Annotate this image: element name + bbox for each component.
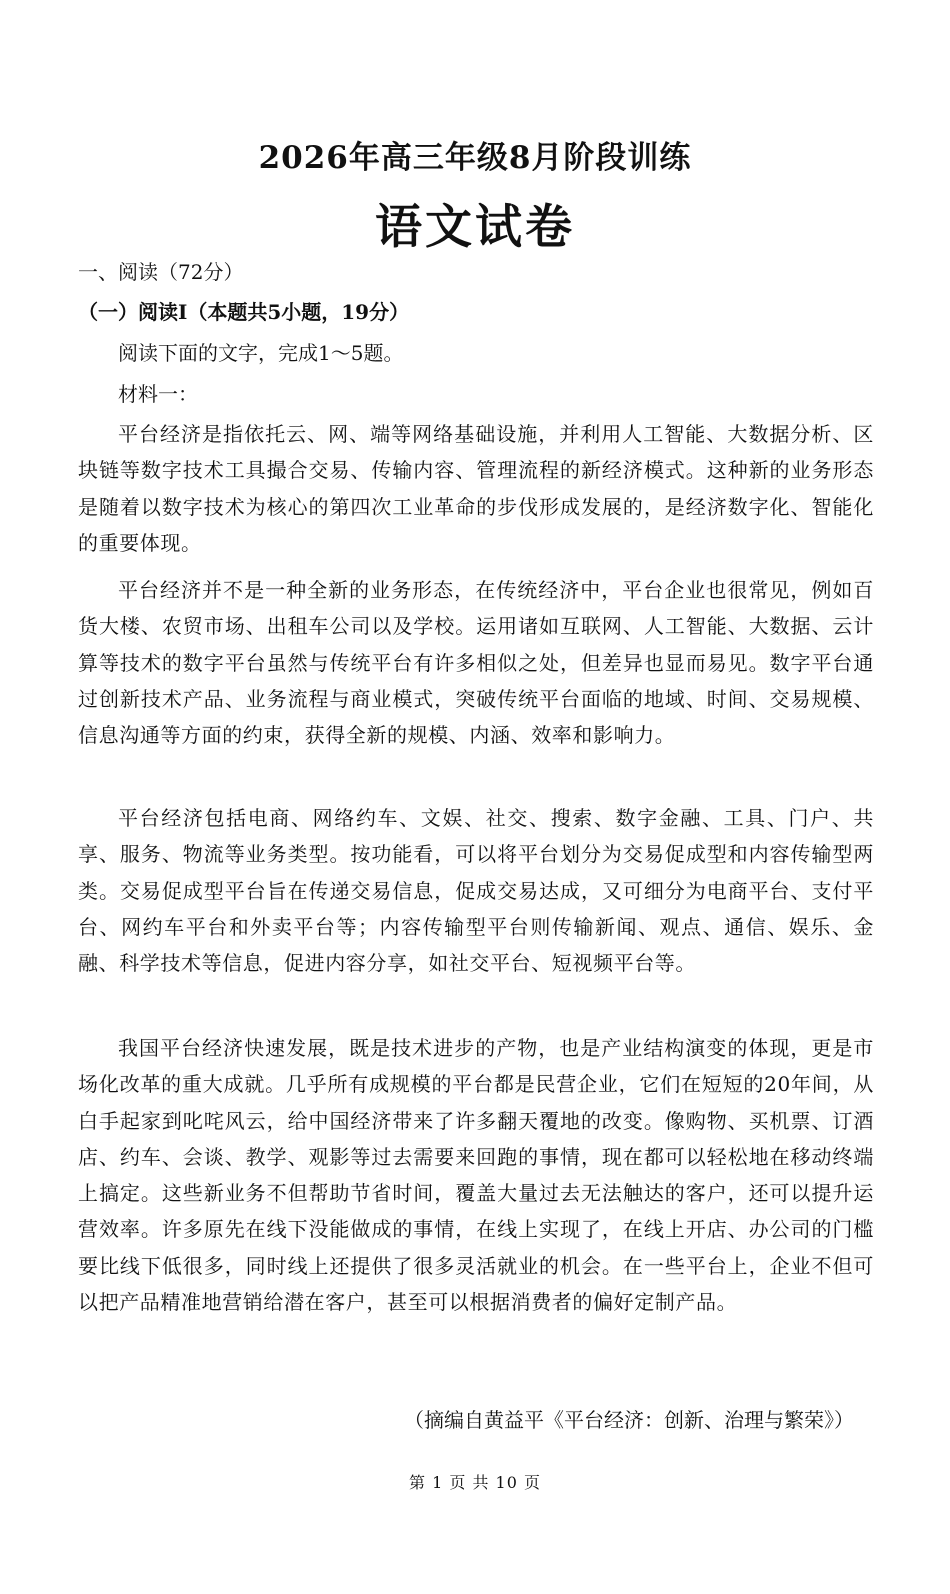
exam-subject-title: 语文试卷 (375, 200, 575, 255)
material-label: 材料一： (118, 382, 198, 406)
paragraph-4: 我国平台经济快速发展，既是技术进步的产物，也是产业结构演变的体现，更是市场化改革的重大成就。几乎所有成规模的平台都是民营企业，它们在短短的20年间，从白手起家到叱咤风云，给中国经济带来了许多翻天覆地的改变。像购物、买机票、订酒店、约车、会谈、教学、观影等过去需要来回跑的事情，现在都可以轻松地在移动终端上搞定。这些新业务不但帮助节省时间，覆盖大量过去无法触达的客户，还可以提升运营效率。许多原先在线下没能做成的事情，在线上实现了，在线上开店、办公司的门槛要比线下低很多，同时线上还提供了很多灵活就业的机会。在一些平台上，企业不但可以把产品精准地营销给潜在客户，甚至可以根据消费者的偏好定制产品。 (78, 1036, 874, 1315)
part-heading: 一、阅读（72分） (78, 260, 244, 284)
subsection-heading: （一）阅读I（本题共5小题，19分） (78, 300, 410, 324)
paragraph-2: 平台经济并不是一种全新的业务形态，在传统经济中，平台企业也很常见，例如百货大楼、农贸市场、出租车公司以及学校。运用诸如互联网、人工智能、大数据、云计算等技术的数字平台虽然与传统平台有许多相似之处，但差异也显而易见。数字平台通过创新技术产品、业务流程与商业模式，突破传统平台面临的地域、时间、交易规模、信息沟通等方面的约束，获得全新的规模、内涵、效率和影响力。 (78, 578, 874, 748)
reading-instruction: 阅读下面的文字，完成1～5题。 (118, 341, 404, 365)
paragraph-1: 平台经济是指依托云、网、端等网络基础设施，并利用人工智能、大数据分析、区块链等数字技术工具撮合交易、传输内容、管理流程的新经济模式。这种新的业务形态是随着以数字技术为核心的第四次工业革命的步伐形成发展的，是经济数字化、智能化的重要体现。 (78, 422, 874, 555)
page-footer: 第 1 页 共 10 页 (409, 1473, 541, 1492)
paragraph-3: 平台经济包括电商、网络约车、文娱、社交、搜索、数字金融、工具、门户、共享、服务、物流等业务类型。按功能看，可以将平台划分为交易促成型和内容传输型两类。交易促成型平台旨在传递交易信息，促成交易达成，又可细分为电商平台、支付平台、网约车平台和外卖平台等；内容传输型平台则传输新闻、观点、通信、娱乐、金融、科学技术等信息，促进内容分享，如社交平台、短视频平台等。 (78, 806, 874, 976)
source-citation: （摘编自黄益平《平台经济：创新、治理与繁荣》） (404, 1408, 854, 1432)
exam-title: 2026年高三年级8月阶段训练 (258, 140, 692, 176)
